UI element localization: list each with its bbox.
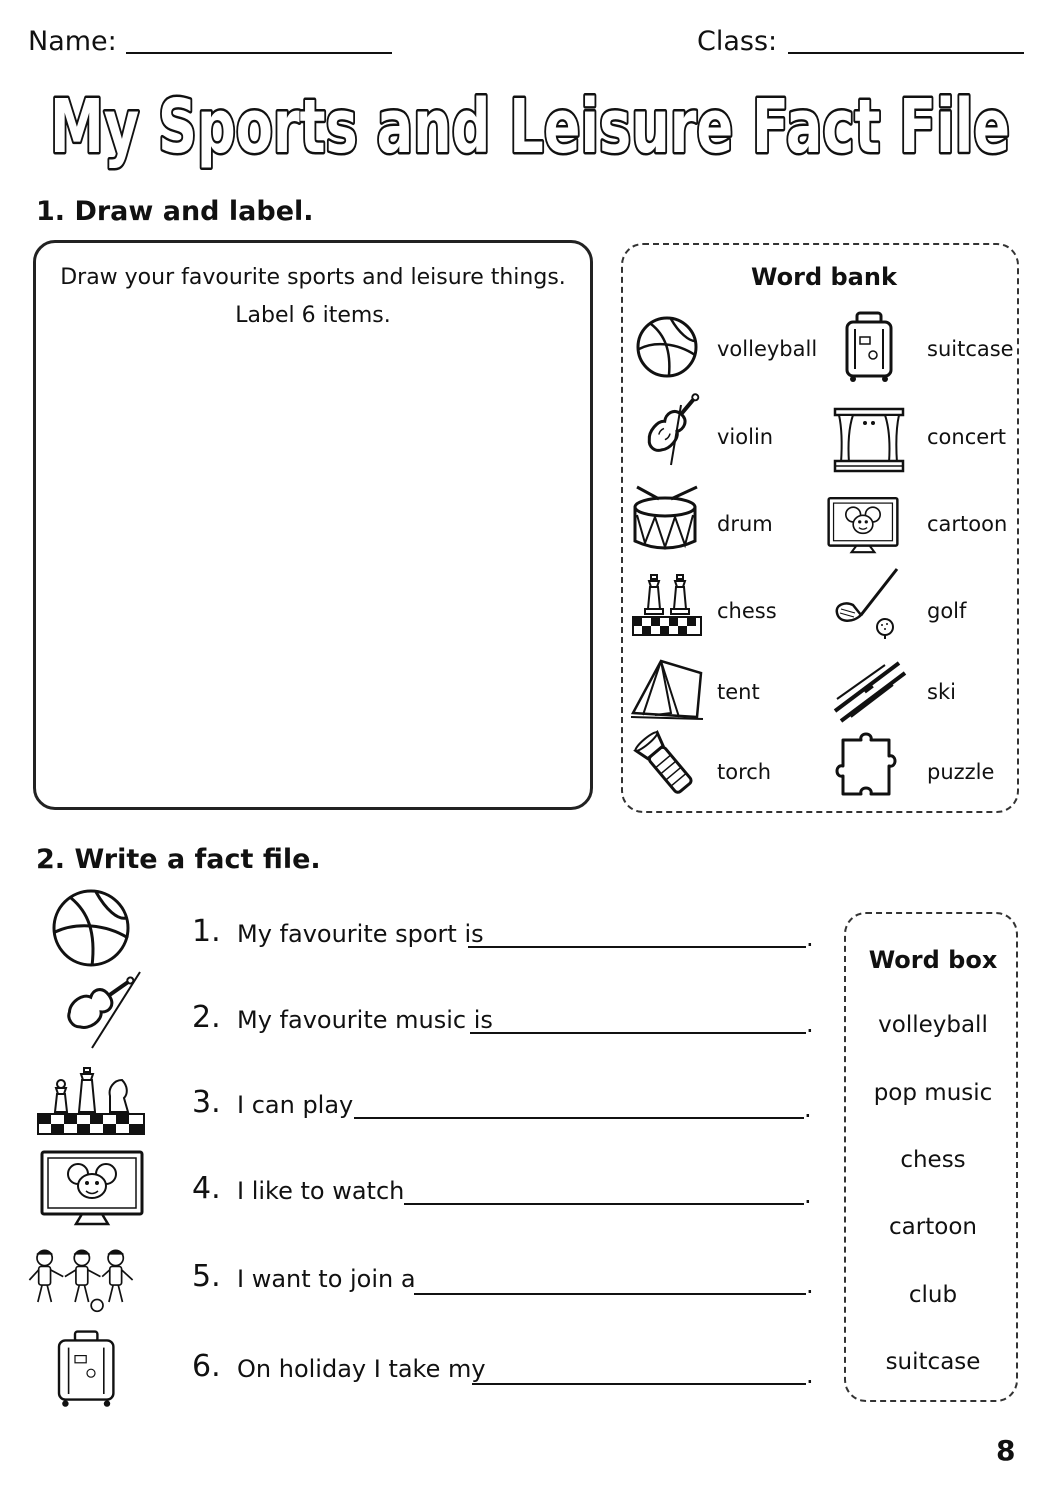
word-bank-item: chess (717, 599, 777, 623)
violin-icon (36, 968, 146, 1048)
word-bank-item: drum (717, 512, 773, 536)
word-bank-item: suitcase (927, 337, 1014, 361)
fact-number: 5. (192, 1259, 221, 1294)
word-bank-item: violin (717, 425, 774, 449)
fact-answer-line[interactable] (414, 1293, 806, 1295)
fact-number: 1. (192, 914, 221, 949)
cartoon-tv-icon (40, 1150, 150, 1230)
fact-prompt: My favourite music is (237, 1006, 493, 1034)
word-bank-item: golf (927, 599, 967, 623)
fact-prompt: I like to watch (237, 1177, 405, 1205)
children-club-icon (26, 1240, 136, 1320)
fact-number: 2. (192, 1000, 221, 1035)
word-bank (621, 243, 1019, 813)
fact-answer-line[interactable] (354, 1117, 804, 1119)
fact-number: 6. (192, 1349, 221, 1384)
concert-stage-icon (833, 403, 905, 475)
fact-prompt: I can play (237, 1091, 354, 1119)
page-title-text: My Sports and Leisure Fact File (50, 84, 1010, 170)
fact-prompt: I want to join a (237, 1265, 416, 1293)
drawing-area[interactable] (33, 240, 593, 810)
ski-icon (833, 655, 905, 727)
puzzle-icon (833, 730, 905, 802)
fact-end-mark: . (806, 1010, 814, 1038)
fact-answer-line[interactable] (404, 1203, 804, 1205)
volleyball-icon (631, 311, 703, 383)
name-line[interactable] (126, 52, 392, 54)
word-bank-item: cartoon (927, 512, 1008, 536)
word-box-item: club (908, 1282, 958, 1308)
word-box-item: chess (900, 1147, 966, 1173)
word-bank-item: puzzle (927, 760, 995, 784)
torch-icon (631, 730, 703, 802)
class-label: Class: (697, 26, 778, 57)
fact-prompt: My favourite sport is (237, 920, 484, 948)
drum-icon (631, 485, 703, 557)
word-box-item: cartoon (889, 1214, 977, 1240)
draw-instruction-line2: Label 6 items. (235, 303, 391, 328)
tent-icon (631, 653, 703, 725)
word-box-title: Word box (868, 946, 998, 974)
word-box-item: suitcase (885, 1349, 981, 1375)
fact-end-mark: . (804, 1181, 812, 1209)
word-box-item: pop music (873, 1080, 993, 1106)
word-bank-item: concert (927, 425, 1007, 449)
chess-icon (631, 567, 703, 639)
fact-number: 4. (192, 1171, 221, 1206)
class-line[interactable] (788, 52, 1024, 54)
word-bank-title: Word bank (751, 263, 897, 291)
fact-prompt: On holiday I take my (237, 1355, 486, 1383)
fact-end-mark: . (804, 1095, 812, 1123)
word-box-item: volleyball (878, 1012, 988, 1038)
fact-end-mark: . (806, 1361, 814, 1389)
suitcase-icon (32, 1330, 142, 1410)
word-bank-item: tent (717, 680, 760, 704)
fact-answer-line[interactable] (472, 1383, 806, 1385)
fact-number: 3. (192, 1085, 221, 1120)
word-bank-item: ski (927, 680, 956, 704)
word-box (844, 912, 1018, 1402)
page-number: 8 (996, 1434, 1016, 1467)
fact-end-mark: . (806, 1271, 814, 1299)
section2-heading: 2. Write a fact file. (36, 844, 321, 875)
section1-heading: 1. Draw and label. (36, 196, 314, 227)
word-bank-item: torch (717, 760, 772, 784)
chess-icon (36, 1058, 146, 1138)
golf-icon (833, 567, 905, 639)
draw-instruction-line1: Draw your favourite sports and leisure things. (60, 265, 566, 290)
fact-end-mark: . (806, 924, 814, 952)
cartoon-tv-icon (827, 490, 899, 562)
page-title (40, 70, 1020, 180)
word-bank-item: volleyball (717, 337, 818, 361)
name-label: Name: (28, 26, 117, 57)
fact-answer-line[interactable] (470, 1032, 806, 1034)
volleyball-icon (36, 888, 146, 968)
violin-icon (631, 395, 703, 467)
suitcase-icon (833, 311, 905, 383)
fact-answer-line[interactable] (468, 946, 806, 948)
